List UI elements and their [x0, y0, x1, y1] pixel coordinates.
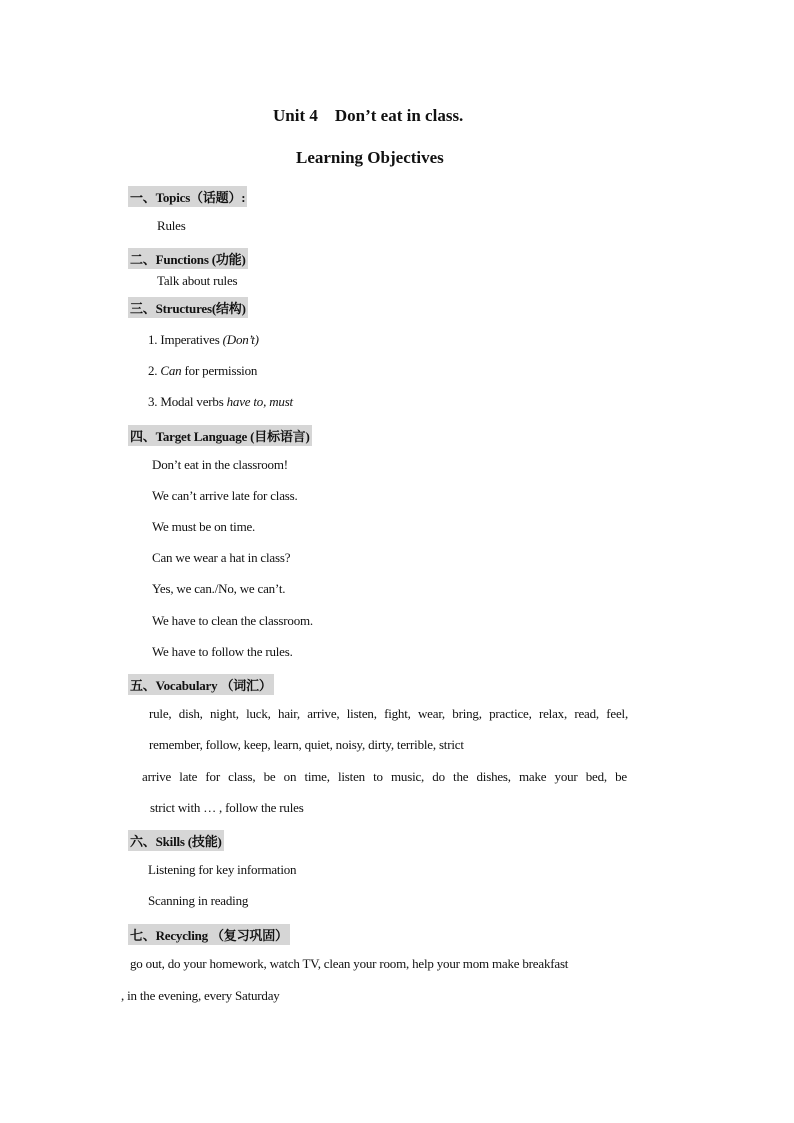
target-language-heading: 四、Target Language (目标语言) [128, 425, 312, 446]
topics-line: Rules [157, 218, 186, 233]
functions-heading: 二、Functions (功能) [128, 248, 248, 269]
target-language-line: We have to follow the rules. [152, 644, 293, 659]
structures-heading: 三、Structures(结构) [128, 297, 248, 318]
skills-heading: 六、Skills (技能) [128, 830, 224, 851]
target-language-line: Don’t eat in the classroom! [152, 457, 288, 472]
structure-item-suffix: for permission [181, 363, 258, 378]
objectives-title: Learning Objectives [296, 148, 444, 167]
topics-heading: 一、Topics（话题）: [128, 186, 247, 207]
structure-item [148, 363, 257, 379]
target-language-line: Yes, we can./No, we can’t. [152, 581, 286, 596]
vocabulary-line: remember, follow, keep, learn, quiet, noisy, dirty, terrible, strict [149, 737, 464, 752]
structure-item-prefix: 3. Modal verbs [148, 394, 227, 409]
functions-line: Talk about rules [157, 273, 238, 288]
skills-line: Scanning in reading [148, 893, 249, 908]
vocabulary-line: arrive late for class, be on time, listen to music, do the dishes, make your bed, be [142, 769, 627, 784]
structure-item [148, 332, 259, 348]
vocabulary-line: rule, dish, night, luck, hair, arrive, listen, fight, wear, bring, practice, relax, read, feel, [149, 706, 628, 721]
target-language-line: We have to clean the classroom. [152, 613, 313, 628]
vocabulary-line: strict with … , follow the rules [150, 800, 304, 815]
structure-item-italic: (Don’t) [222, 332, 259, 347]
unit-title: Unit 4 Don’t eat in class. [273, 106, 464, 125]
structure-item-italic: have to, must [226, 394, 293, 409]
recycling-line: , in the evening, every Saturday [121, 988, 280, 1003]
recycling-line: go out, do your homework, watch TV, clean your room, help your mom make breakfast [130, 956, 569, 971]
target-language-line: We can’t arrive late for class. [152, 488, 298, 503]
structure-item-italic: Can [160, 363, 182, 378]
structure-item-prefix: 1. Imperatives [148, 332, 223, 347]
vocabulary-heading: 五、Vocabulary （词汇） [128, 674, 274, 695]
target-language-line: We must be on time. [152, 519, 256, 534]
target-language-line: Can we wear a hat in class? [152, 550, 291, 565]
structure-item-prefix: 2. [148, 363, 161, 378]
skills-line: Listening for key information [148, 862, 297, 877]
structure-item [148, 394, 293, 410]
recycling-heading: 七、Recycling （复习巩固） [128, 924, 290, 945]
